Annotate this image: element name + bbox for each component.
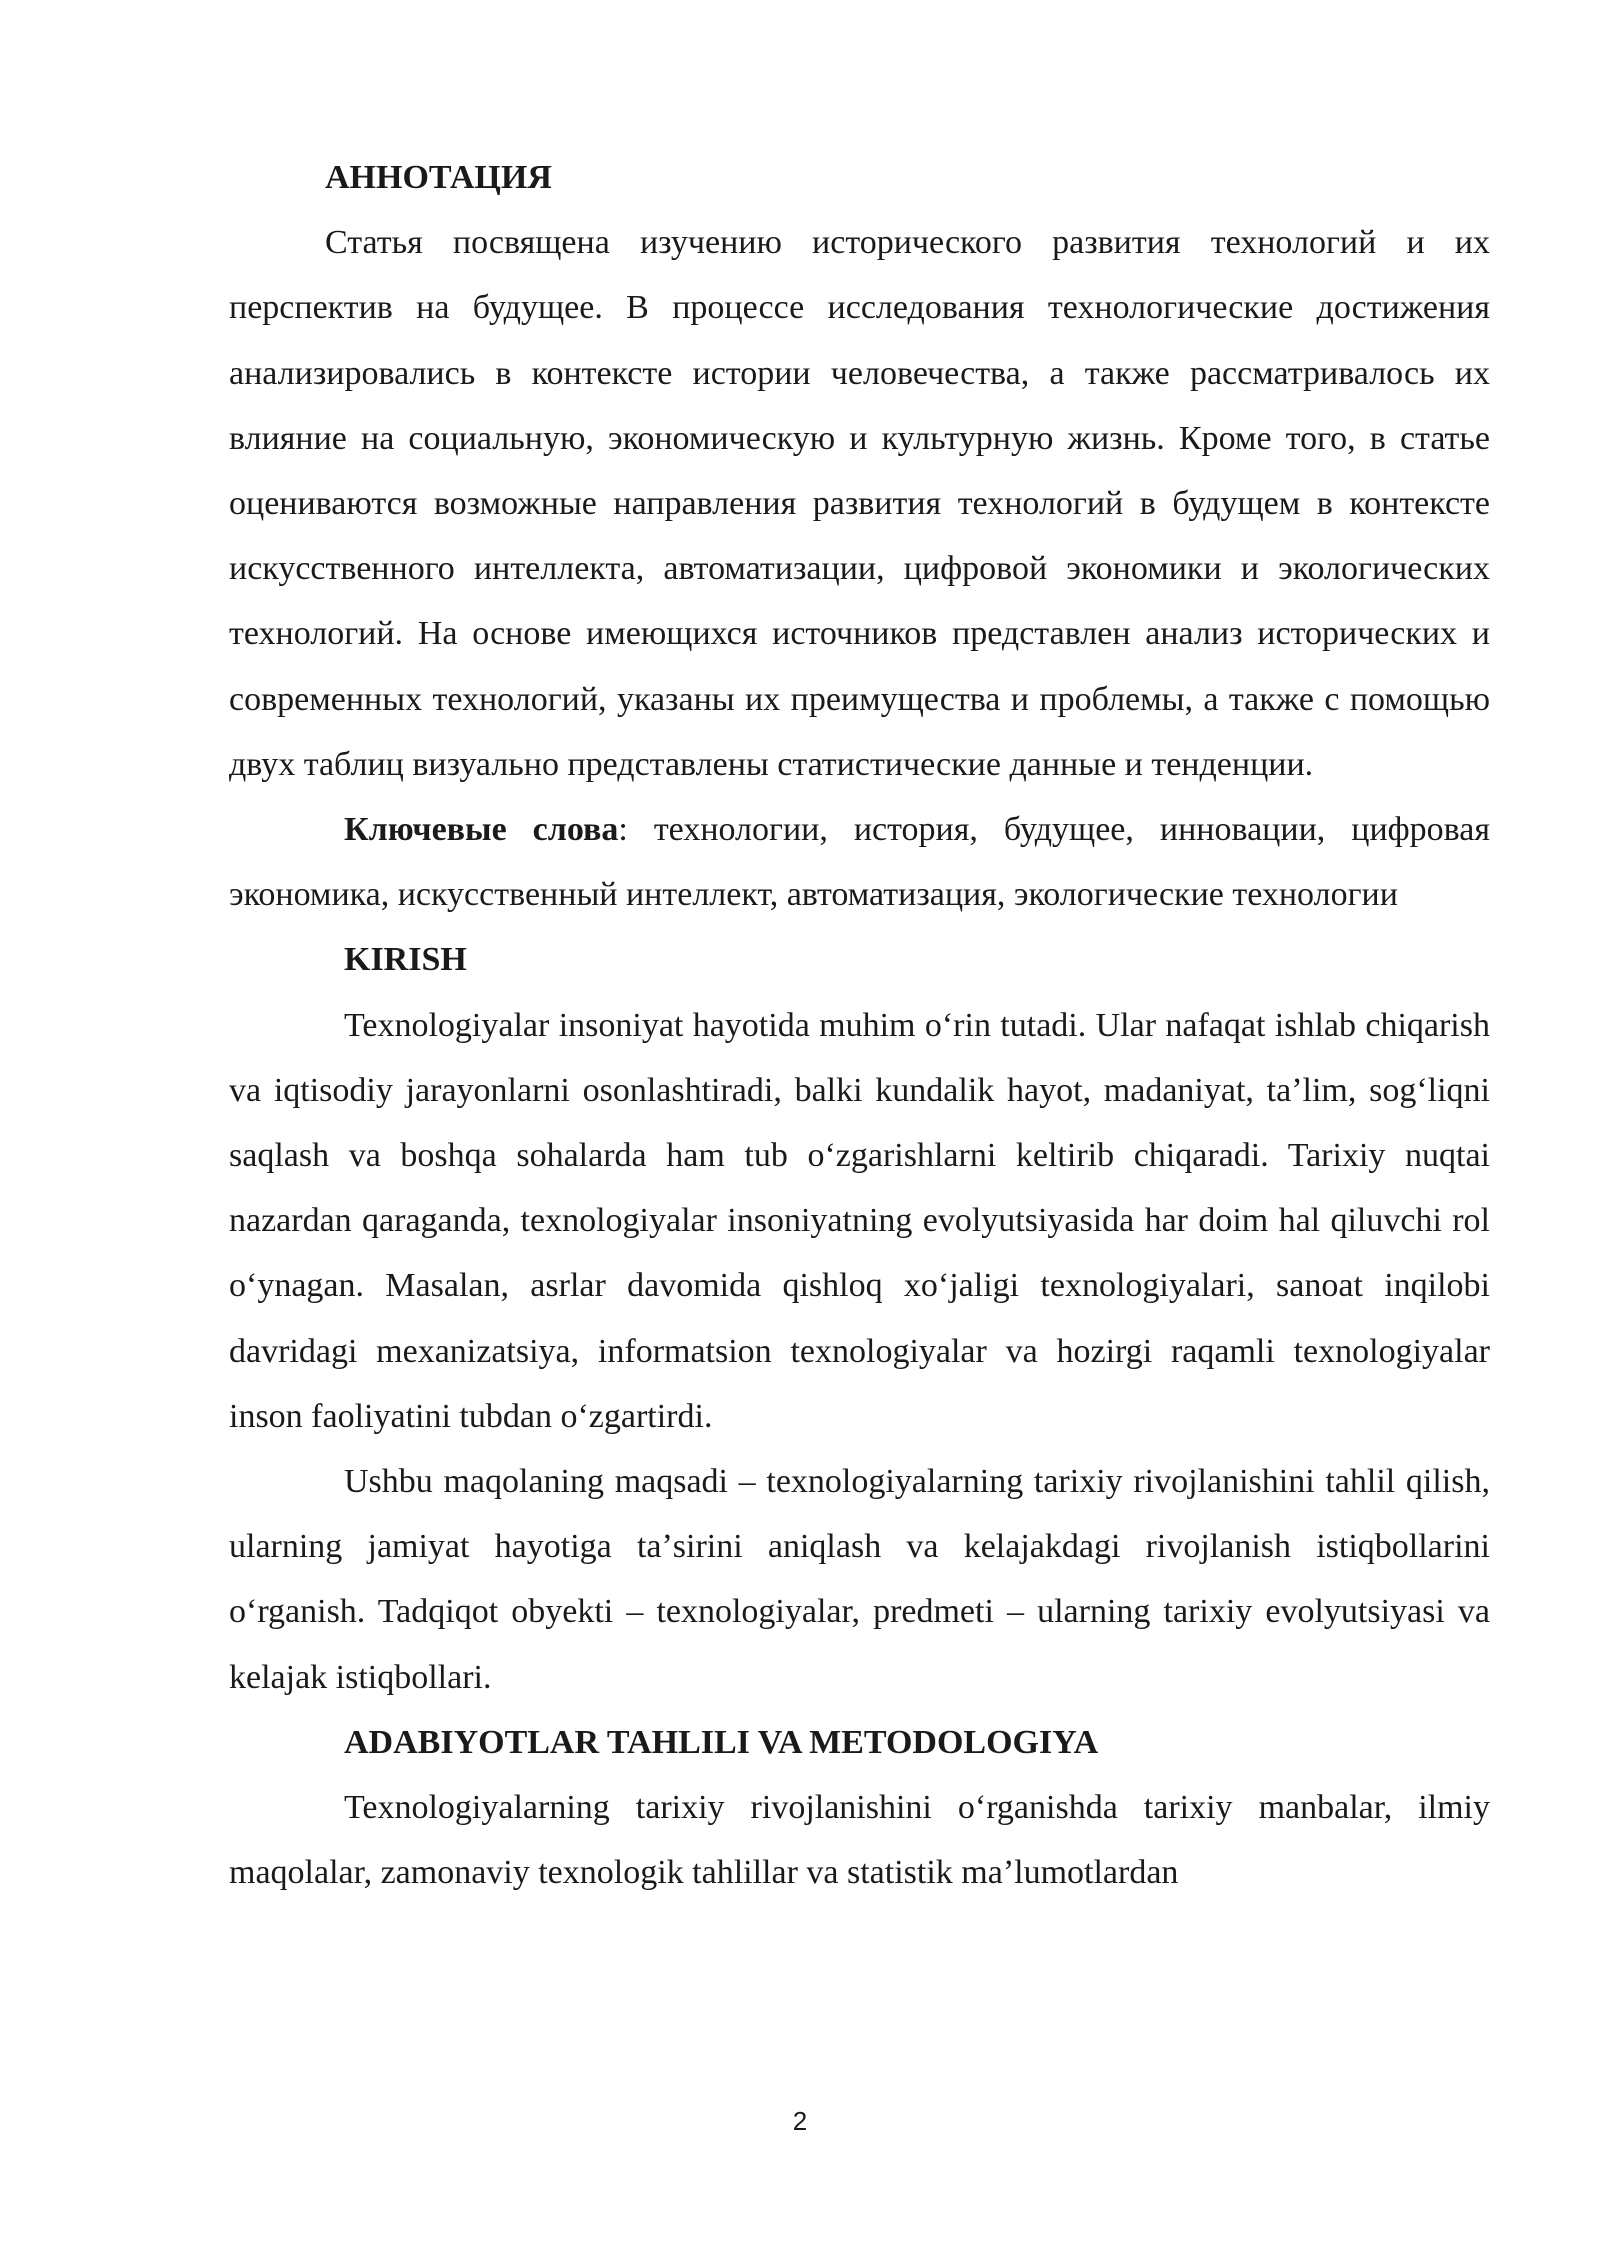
- annotation-paragraph: Статья посвящена изучению исторического развития технологий и их перспектив на будущее. В процессе исследования технологические достижения анализировались в контексте истории человечества, а также рассматривалось их влияние на социальную, экономическую и культурную жизнь. Кроме того, в статье оцениваются возможные направления развития технологий в будущем в контексте искусственного интеллекта, автоматизации, цифровой экономики и экологических технологий. На основе имеющихся источников представлен анализ исторических и современных технологий, указаны их преимущества и проблемы, а также с помощью двух таблиц визуально представлены статистические данные и тенденции.: [229, 224, 1490, 783]
- page-content: [229, 145, 1490, 1905]
- kirish-paragraph-2: Ushbu maqolaning maqsadi – texnologiyalarning tarixiy rivojlanishini tahlil qilish, ularning jamiyat hayotiga taʼsirini aniqlash va kelajakdagi rivojlanish istiqbollarini oʻrganish. Tadqiqot obyekti – texnologiyalar, predmeti – ularning tarixiy evolyutsiyasi va kelajak istiqbollari.: [229, 1463, 1490, 1696]
- kirish-paragraph-1: Texnologiyalar insoniyat hayotida muhim oʻrin tutadi. Ular nafaqat ishlab chiqarish va iqtisodiy jarayonlarni osonlashtiradi, balki kundalik hayot, madaniyat, taʼlim, sogʻliqni saqlash va boshqa sohalarda ham tub oʻzgarishlarni keltirib chiqaradi. Tarixiy nuqtai nazardan qaraganda, texnologiyalar insoniyatning evolyutsiyasida har doim hal qiluvchi rol oʻynagan. Masalan, asrlar davomida qishloq xoʻjaligi texnologiyalari, sanoat inqilobi davridagi mexanizatsiya, informatsion texnologiyalar va hozirgi raqamli texnologiyalar inson faoliyatini tubdan oʻzgartirdi.: [229, 1006, 1490, 1435]
- annotation-heading: АННОТАЦИЯ: [325, 159, 552, 196]
- keywords-label: Ключевые слова: [344, 811, 619, 849]
- page-number: 2: [792, 2106, 808, 2136]
- keywords-text: технологии, история, будущее, инновации, цифровая экономика, искусственный интеллект, автоматизация, экологические технологии: [229, 811, 1491, 914]
- kirish-heading: KIRISH: [344, 941, 467, 979]
- keywords-separator: :: [618, 811, 654, 849]
- methodology-heading: ADABIYOTLAR TAHLILI VA METODOLOGIYA: [344, 1723, 1099, 1761]
- keywords-paragraph: [229, 797, 1490, 927]
- methodology-paragraph: Texnologiyalarning tarixiy rivojlanishini oʻrganishda tarixiy manbalar, ilmiy maqolalar, zamonaviy texnologik tahlillar va statistik maʼlumotlardan: [229, 1789, 1490, 1892]
